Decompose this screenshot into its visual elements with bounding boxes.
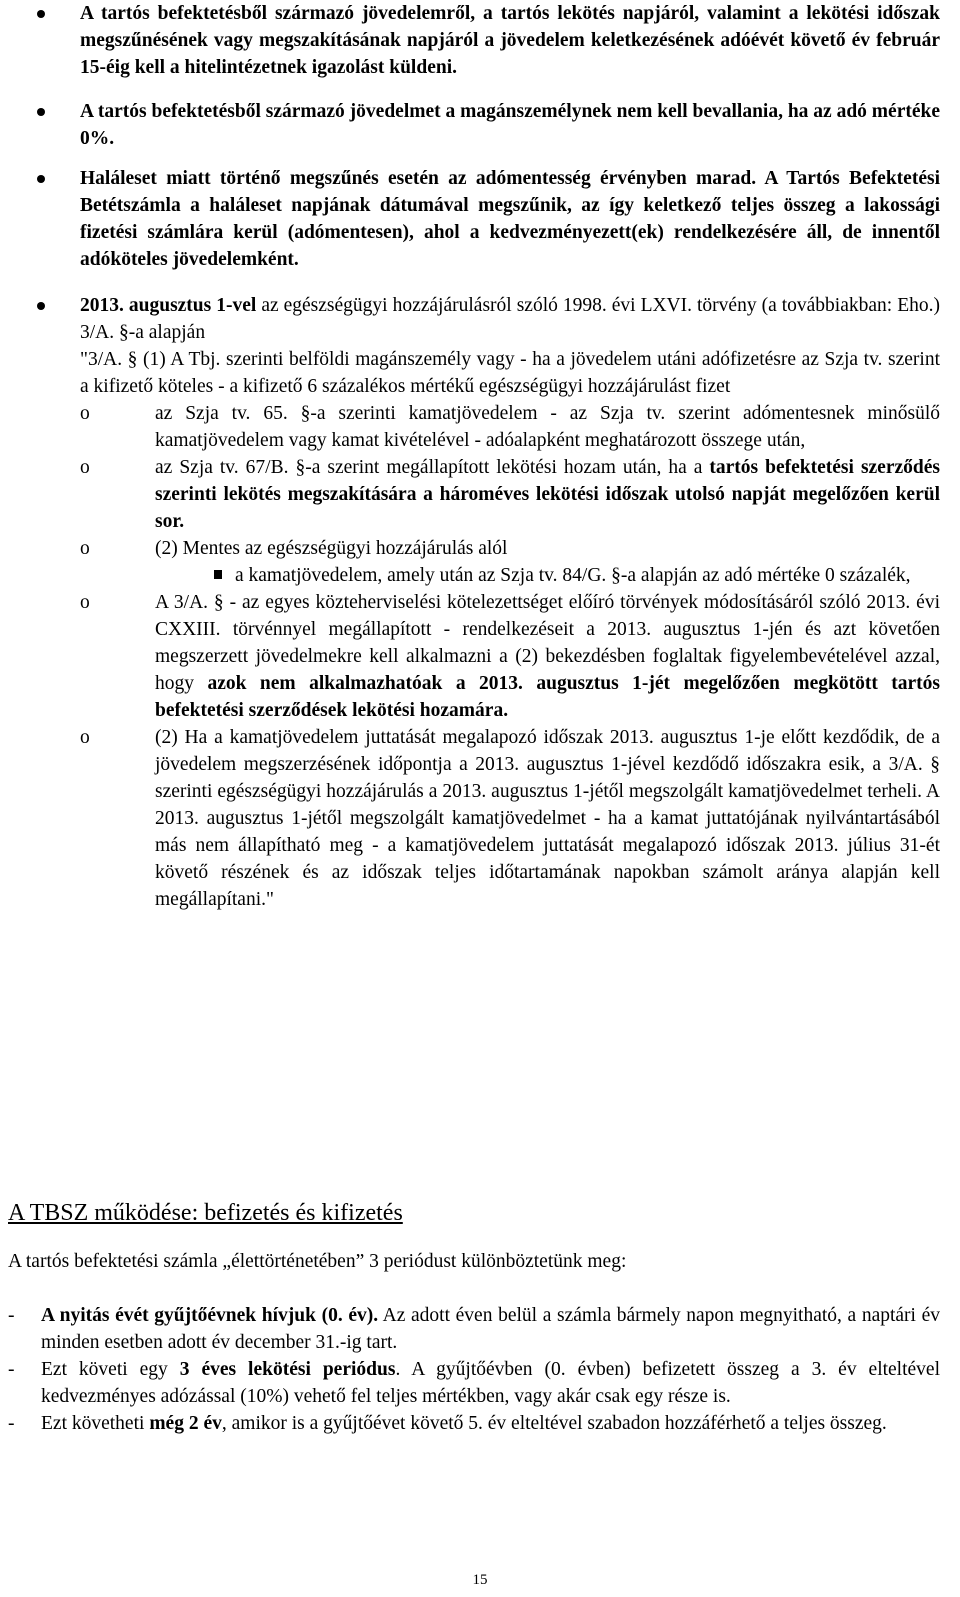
- dash-bullet-icon: -: [8, 1359, 15, 1380]
- section-heading: A TBSZ működése: befizetés és kifizetés: [8, 1200, 403, 1226]
- list-item: Haláleset miatt történő megszűnés esetén az adómentesség érvényben marad. A Tartós Befektetési Betétszámla a haláleset napjának dátumával megszűnik, az így keletkező teljes összeg a lakossági fizetési számlára kerül (adómentesen), ahol a kedvezményezett(ek) rendelkezésére áll, de innentől adóköteles jövedelemként.: [0, 165, 960, 273]
- sub-item: o (2) Ha a kamatjövedelem juttatását megalapozó időszak 2013. augusztus 1-je előtt kezdődik, de a jövedelem megszerzésének időpontja a 2013. augusztus 1-jével kezdődő időszakra esik, a 3/A. § szerinti egészségügyi hozzájárulás a 2013. augusztus 1-jétől megszolgált kamatjövedelmet terheli. A 2013. augusztus 1-jétől megszolgált kamatjövedelmet - ha a kamat juttatójának nyilvántartásából más nem állapítható meg - a kamatjövedelem juttatását megalapozó időszak 2013. július 31-ét követő részének és az időszak teljes időtartamának napokban számolt aránya alapján kell megállapítani.": [0, 724, 960, 913]
- sub-item: o A 3/A. § - az egyes közteherviselési kötelezettséget előíró törvények módosításáról szóló 2013. évi CXXIII. törvénnyel megállapított - rendelkezéseit a 2013. augusztus 1-jén és azt követően megszerzett jövedelmekre kell alkalmazni a (2) bekezdésben foglaltak figyelembevételével azzal, hogy azok nem alkalmazhatóak a 2013. augusztus 1-jét megelőzően megkötött tartós befektetési szerződések lekötési hozamára.: [0, 589, 960, 724]
- sub-item: o az Szja tv. 65. §-a szerinti kamatjövedelem - az Szja tv. szerint adómentesnek minősülő kamatjövedelem vagy kamat kivételével - adóalapként meghatározott összege után,: [0, 400, 960, 454]
- circle-bullet-icon: o: [80, 727, 90, 748]
- bullet-icon: [37, 108, 45, 116]
- page-number: 15: [472, 1572, 488, 1588]
- dash-list: [0, 1302, 960, 1437]
- circle-bullet-icon: o: [80, 403, 90, 424]
- dash-bullet-icon: -: [8, 1413, 15, 1434]
- sub-sub-item: a kamatjövedelem, amely után az Szja tv. 84/G. §-a alapján az adó mértéke 0 százalék,: [0, 562, 960, 589]
- list-item: - Ezt követheti még 2 év, amikor is a gyűjtőévet követő 5. év elteltével szabadon hozzáférhető a teljes összeg.: [0, 1410, 960, 1437]
- circle-bullet-icon: o: [80, 592, 90, 613]
- list-item: A tartós befektetésből származó jövedelmet a magánszemélynek nem kell bevallania, ha az adó mértéke 0%.: [0, 98, 960, 152]
- bullet-icon: [37, 175, 45, 183]
- sub-item: o (2) Mentes az egészségügyi hozzájárulás alól: [0, 535, 960, 562]
- circle-bullet-icon: o: [80, 538, 90, 559]
- square-bullet-icon: [214, 570, 222, 579]
- circle-bullet-icon: o: [80, 457, 90, 478]
- dash-bullet-icon: -: [8, 1305, 15, 1326]
- sub-item: o az Szja tv. 67/B. §-a szerint megállapított lekötési hozam után, ha a tartós befektetési szerződés szerinti lekötés megszakítására a hároméves lekötési időszak utolsó napját megelőzően kerül sor.: [0, 454, 960, 535]
- list-item: - A nyitás évét gyűjtőévnek hívjuk (0. év). Az adott éven belül a számla bármely napon megnyitható, a naptári év minden esetben adott év december 31.-ig tart.: [0, 1302, 960, 1356]
- eho-quote: "3/A. § (1) A Tbj. szerinti belföldi magánszemély vagy - ha a jövedelem utáni adófizetésre az Szja tv. szerint a kifizető köteles - a kifizető 6 százalékos mértékű egészségügyi hozzájárulást fizet: [80, 349, 940, 397]
- intro-paragraph: A tartós befektetési számla „élettörténetében” 3 periódust különböztetünk meg:: [8, 1251, 627, 1272]
- list-item: A tartós befektetésből származó jövedelemről, a tartós lekötés napjáról, valamint a lekötési időszak megszűnésének vagy megszakításának napjáról a jövedelem keletkezésének adóévét követő év február 15-éig kell a hitelintézetnek igazolást küldeni.: [0, 0, 960, 81]
- list-item-eho: 2013. augusztus 1-vel az egészségügyi hozzájárulásról szóló 1998. évi LXVI. törvény (a továbbiakban: Eho.) 3/A. §-a alapján "3/A. § (1) A Tbj. szerinti belföldi magánszemély vagy - ha a jövedelem utáni adófizetésre az Szja tv. szerint a kifizető köteles - a kifizető 6 százalékos mértékű egészségügyi hozzájárulást fizet: [0, 292, 960, 400]
- bullet-icon: [37, 302, 45, 310]
- list-item: - Ezt követi egy 3 éves lekötési periódus. A gyűjtőévben (0. évben) befizetett összeg a 3. év elteltével kedvezményes adózással (10%) vehető fel teljes mértékben, vagy akár csak egy része is.: [0, 1356, 960, 1410]
- bullet-icon: [37, 10, 45, 18]
